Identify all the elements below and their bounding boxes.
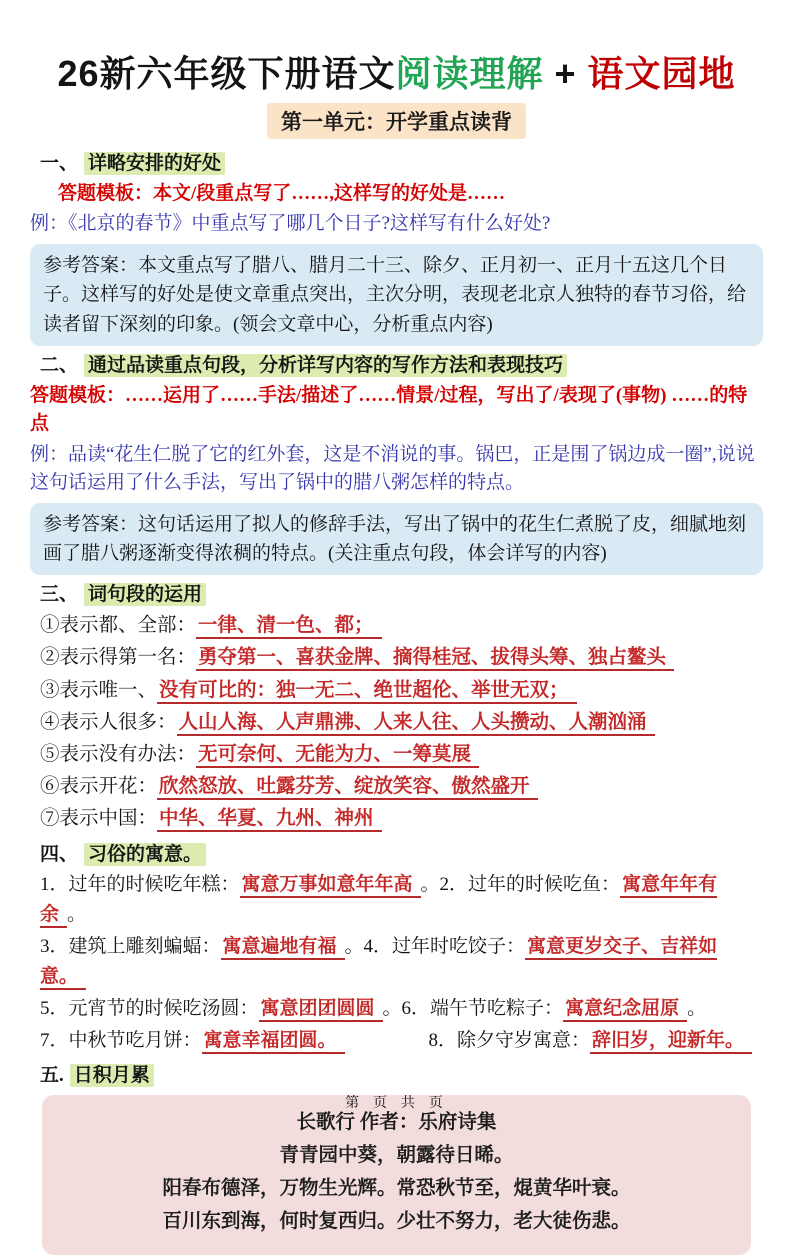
page-footer: 第 页 共 页	[345, 1094, 448, 1110]
custom-suffix: 。	[344, 936, 364, 958]
example-question-1: 例：《北京的春节》中重点写了哪几个日子?这样写有什么好处?	[30, 213, 551, 235]
section-5-title: 日积月累	[70, 1064, 154, 1087]
usage-item-6	[40, 772, 763, 802]
custom-label: 4．过年时吃饺子：	[363, 936, 526, 958]
usage-item-5	[40, 740, 763, 770]
section-4-title: 习俗的寓意。	[84, 843, 206, 866]
custom-meaning: 寓意团团圆圆	[259, 998, 383, 1022]
section-5-heading	[40, 1063, 763, 1089]
section-word-usage	[30, 582, 763, 834]
page-title	[30, 46, 763, 97]
section-2-title: 通过品读重点句段，分析详写内容的写作方法和表现技巧	[84, 354, 567, 377]
custom-label: 8．除夕守岁寓意：	[428, 1030, 591, 1052]
usage-label: ⑤表示没有办法：	[40, 743, 197, 765]
section-writing-method	[30, 353, 763, 576]
section-5-number: 五.	[40, 1064, 64, 1086]
section-detail-arrangement	[30, 151, 763, 346]
custom-suffix: 。	[687, 998, 707, 1020]
custom-row-1	[40, 870, 763, 929]
usage-label: ⑥表示开花：	[40, 776, 158, 798]
reference-answer-box-2: 参考答案：这句话运用了拟人的修辞手法，写出了锅中的花生仁煮脱了皮，细腻地刻画了腊八粥逐渐变得浓稠的特点。(关注重点句段，体会详写的内容)	[30, 503, 763, 576]
usage-item-3	[40, 676, 763, 706]
usage-label: ③表示唯一、	[40, 679, 158, 701]
custom-row-3	[40, 994, 763, 1023]
example-question-2: 例：品读“花生仁脱了它的红外套，这是不消说的事。锅巴，正是围了锅边成一圈”,说说这句话运用了什么手法，写出了锅中的腊八粥怎样的特点。	[30, 443, 755, 494]
custom-suffix: 。	[382, 998, 402, 1020]
poem-line-3: 百川东到海，何时复西归。少壮不努力，老大徒伤悲。	[162, 1211, 631, 1233]
poem-box	[42, 1095, 751, 1255]
usage-item-4	[40, 708, 763, 738]
usage-label: ②表示得第一名：	[40, 647, 197, 669]
section-custom-meanings	[30, 842, 763, 1056]
custom-meaning: 寓意遍地有福	[221, 936, 345, 960]
custom-suffix: 。	[420, 874, 440, 896]
usage-idioms: 勇夺第一、喜获金牌、摘得桂冠、拔得头筹、独占鳌头	[196, 647, 674, 671]
poem-line-1: 青青园中葵，朝露待日晞。	[279, 1144, 514, 1166]
usage-idioms: 没有可比的：独一无二、绝世超伦、举世无双；	[157, 680, 577, 704]
unit-banner: 第一单元：开学重点读背	[267, 103, 526, 139]
section-2-heading	[40, 353, 763, 379]
custom-suffix: 。	[67, 903, 87, 925]
section-3-heading	[40, 582, 763, 608]
custom-meaning: 寓意更岁交子、吉祥如意。	[40, 936, 717, 989]
section-1-number: 一、	[40, 153, 79, 174]
usage-idioms: 欣然怒放、吐露芬芳、绽放笑容、傲然盛开	[157, 776, 538, 800]
custom-row-4	[40, 1026, 763, 1055]
title-segment-plus: +	[543, 53, 588, 94]
custom-label: 6．端午节吃粽子：	[401, 998, 564, 1020]
section-2-number: 二、	[40, 354, 79, 376]
poem-line-2: 阳春布德泽，万物生光辉。常恐秋节至，焜黄华叶衰。	[162, 1177, 631, 1199]
section-3-title: 词句段的运用	[84, 583, 206, 606]
custom-label: 2．过年的时候吃鱼：	[439, 874, 621, 896]
usage-idioms: 无可奈何、无能为力、一筹莫展	[196, 744, 479, 768]
subtitle-row	[30, 103, 763, 139]
usage-label: ④表示人很多：	[40, 711, 177, 733]
usage-label: ⑦表示中国：	[40, 808, 158, 830]
section-4-heading	[40, 842, 763, 868]
custom-label: 7．中秋节吃月饼：	[40, 1030, 202, 1052]
section-1-heading	[40, 151, 763, 177]
usage-label: ①表示都、全部：	[40, 615, 197, 637]
usage-item-2	[40, 643, 763, 673]
title-segment-main: 26新六年级下册语文	[57, 53, 396, 94]
title-segment-garden: 语文园地	[587, 53, 736, 94]
custom-meaning: 寓意幸福团圆。	[202, 1030, 345, 1054]
custom-label: 5．元宵节的时候吃汤圆：	[40, 998, 259, 1020]
section-4-number: 四、	[40, 843, 79, 865]
usage-idioms: 一律、清一色、都；	[196, 615, 382, 639]
custom-meaning: 寓意年年有余	[40, 874, 717, 927]
poem-title-line: 长歌行 作者：乐府诗集	[296, 1111, 497, 1133]
section-1-title: 详略安排的好处	[84, 152, 225, 175]
title-segment-reading: 阅读理解	[395, 53, 544, 94]
usage-idioms: 人山人海、人声鼎沸、人来人往、人头攒动、人潮汹涌	[177, 712, 655, 736]
custom-meaning: 辞旧岁，迎新年。	[590, 1030, 752, 1054]
custom-meaning: 寓意万事如意年年高	[240, 874, 421, 898]
usage-item-1	[40, 611, 763, 641]
answer-template-1: 答题模板：本文/段重点写了……,这样写的好处是……	[58, 182, 506, 204]
custom-meaning: 寓意纪念屈原	[563, 998, 687, 1022]
answer-template-2: 答题模板：……运用了……手法/描述了……情景/过程，写出了/表现了(事物) ……的特点	[30, 384, 748, 435]
section-3-number: 三、	[40, 584, 79, 606]
usage-item-7	[40, 804, 763, 834]
reference-answer-box-1: 参考答案：本文重点写了腊八、腊月二十三、除夕、正月初一、正月十五这几个日子。这样写的好处是使文章重点突出，主次分明，表现老北京人独特的春节习俗，给读者留下深刻的印象。(领会文章中心，分析重点内容)	[30, 244, 763, 346]
usage-idioms: 中华、华夏、九州、神州	[157, 808, 382, 832]
custom-label: 3．建筑上雕刻蝙蝠：	[40, 936, 221, 958]
custom-row-2	[40, 932, 763, 991]
custom-label: 1．过年的时候吃年糕：	[40, 874, 240, 896]
